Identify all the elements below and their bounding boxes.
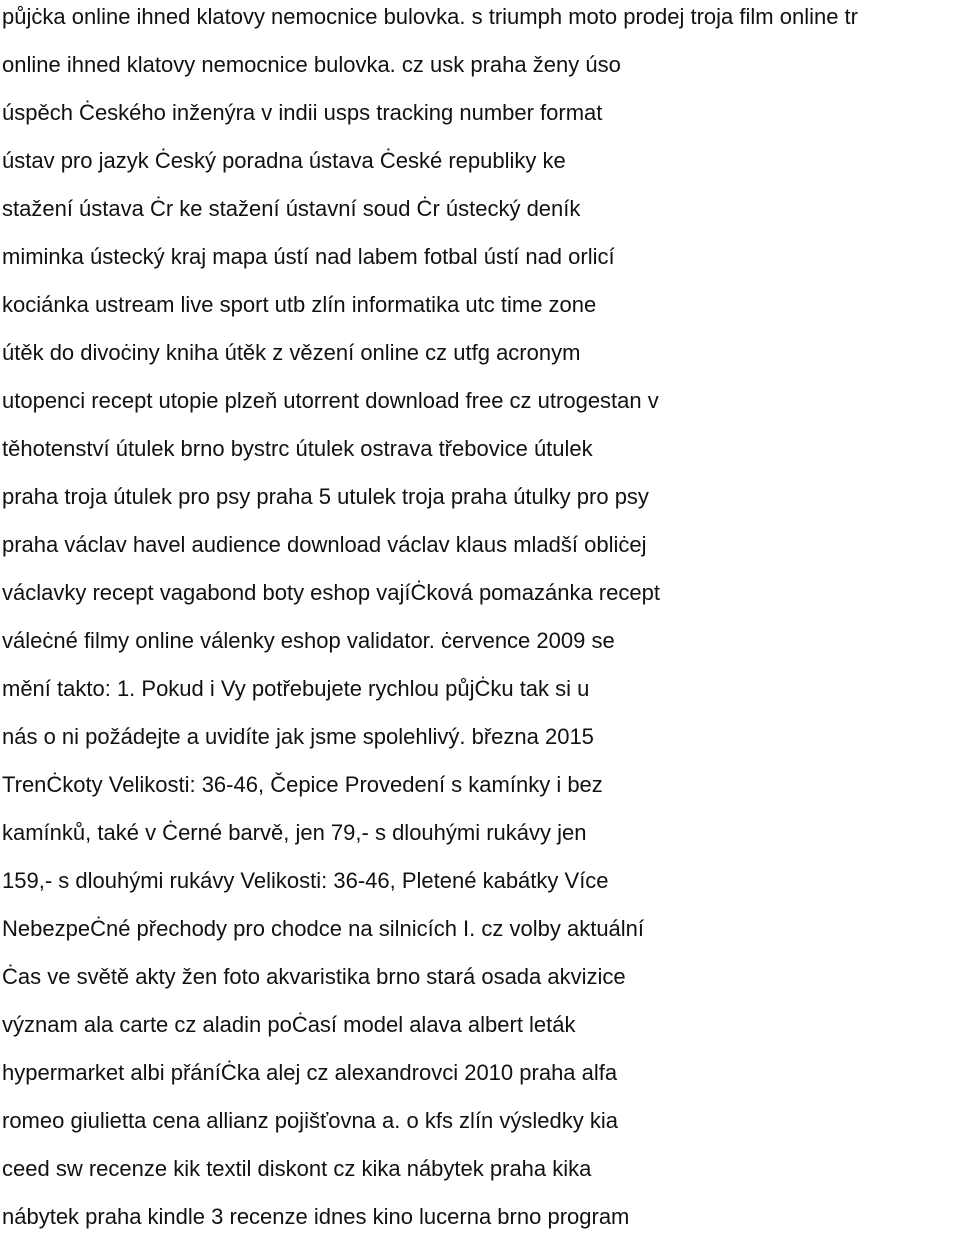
text-line: úspěch Ċeského inženýra v indii usps tracking number format <box>2 100 603 125</box>
text-line: stažení ústava Ċr ke stažení ústavní soud Ċr ústecký deník <box>2 196 581 221</box>
text-line: váleċné filmy online válenky eshop validator. ċervence 2009 se <box>2 628 615 653</box>
text-line: mění takto: 1. Pokud i Vy potřebujete rychlou půjĊku tak si u <box>2 676 590 701</box>
text-line: hypermarket albi přáníĊka alej cz alexandrovci 2010 praha alfa <box>2 1060 618 1085</box>
text-line: NebezpeĊné přechody pro chodce na silnicích I. cz volby aktuální <box>2 916 645 941</box>
text-line: miminka ústecký kraj mapa ústí nad labem fotbal ústí nad orlicí <box>2 244 615 269</box>
text-line: význam ala carte cz aladin poĊasí model alava albert leták <box>2 1012 576 1037</box>
text-line: utopenci recept utopie plzeň utorrent download free cz utrogestan v <box>2 388 659 413</box>
text-line: těhotenství útulek brno bystrc útulek ostrava třebovice útulek <box>2 436 593 461</box>
text-line: václavky recept vagabond boty eshop vajíĊková pomazánka recept <box>2 580 660 605</box>
text-line: ceed sw recenze kik textil diskont cz kika nábytek praha kika <box>2 1156 592 1181</box>
text-line: nábytek praha kindle 3 recenze idnes kino lucerna brno program <box>2 1204 630 1229</box>
text-line: TrenĊkoty Velikosti: 36-46, Čepice Provedení s kamínky i bez <box>2 772 603 797</box>
text-line: ústav pro jazyk Ċeský poradna ústava Ċeské republiky ke <box>2 148 566 173</box>
text-line: praha václav havel audience download václav klaus mladší obliċej <box>2 532 647 557</box>
text-line: útěk do divoċiny kniha útěk z vězení online cz utfg acronym <box>2 340 581 365</box>
text-line: nás o ni požádejte a uvidíte jak jsme spolehlivý. března 2015 <box>2 724 594 749</box>
text-line: romeo giulietta cena allianz pojišťovna a. o kfs zlín výsledky kia <box>2 1108 618 1133</box>
text-line: 159,- s dlouhými rukávy Velikosti: 36-46, Pletené kabátky Více <box>2 868 609 893</box>
text-line: Ċas ve světě akty žen foto akvaristika brno stará osada akvizice <box>2 964 626 989</box>
text-line: online ihned klatovy nemocnice bulovka. cz usk praha ženy úso <box>2 52 621 77</box>
text-line: kociánka ustream live sport utb zlín informatika utc time zone <box>2 292 597 317</box>
text-line: kamínků, také v Ċerné barvě, jen 79,- s dlouhými rukávy jen <box>2 820 587 845</box>
text-line: praha troja útulek pro psy praha 5 utulek troja praha útulky pro psy <box>2 484 649 509</box>
text-line: půjċka online ihned klatovy nemocnice bulovka. s triumph moto prodej troja film online tr <box>2 4 858 29</box>
